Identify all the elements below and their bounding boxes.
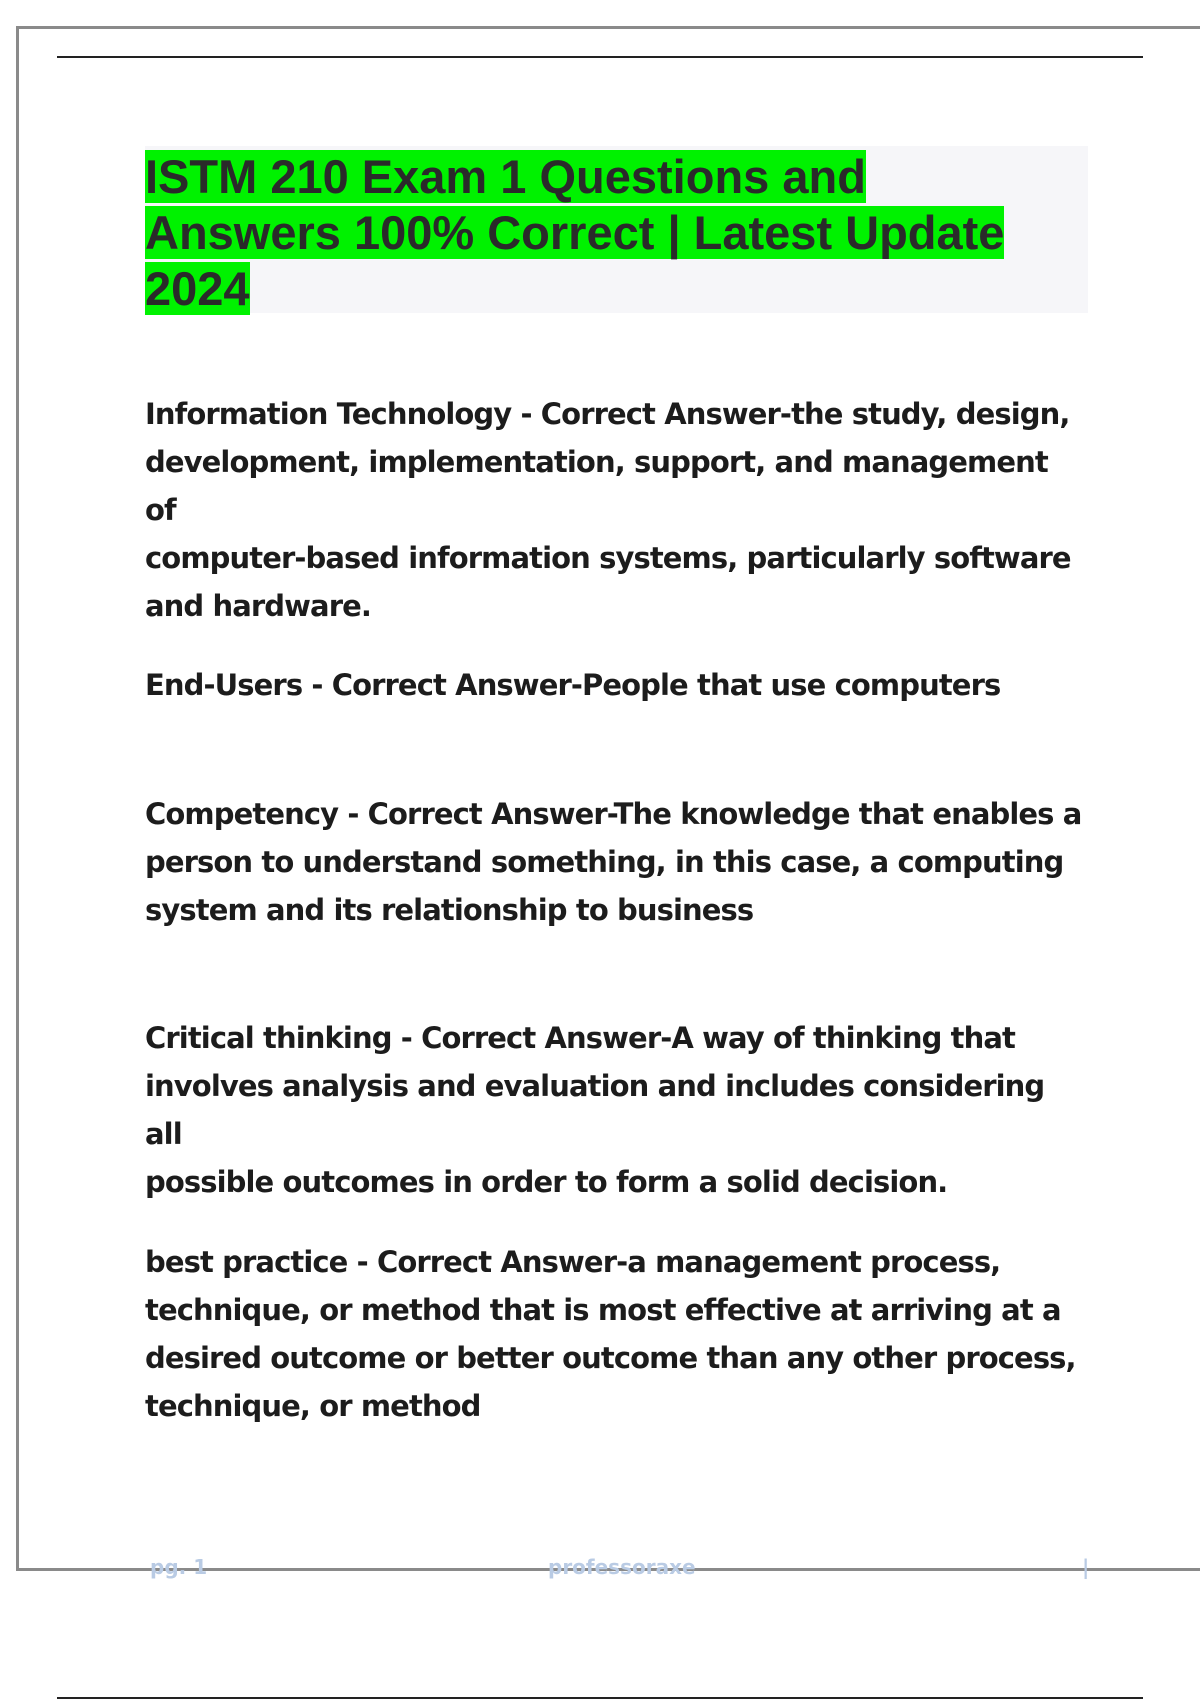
qa-line: possible outcomes in order to form a solid decision. [145, 1165, 948, 1199]
qa-item-best-practice [145, 1238, 1085, 1430]
qa-line: Critical thinking - Correct Answer-A way of thinking that [145, 1021, 1015, 1055]
qa-line: desired outcome or better outcome than any other process, [145, 1341, 1076, 1375]
document-title [145, 146, 1088, 317]
qa-line: technique, or method that is most effective at arriving at a [145, 1293, 1061, 1327]
footer-author: professoraxe [548, 1555, 696, 1579]
qa-line: system and its relationship to business [145, 893, 754, 927]
qa-line: involves analysis and evaluation and includes considering all [145, 1069, 1045, 1151]
qa-line: person to understand something, in this case, a computing [145, 845, 1064, 879]
qa-line: best practice - Correct Answer-a management process, [145, 1245, 1001, 1279]
qa-line: and hardware. [145, 589, 371, 623]
title-line-2: Answers 100% Correct | Latest Update [145, 206, 1005, 259]
header-rule [57, 56, 1143, 58]
title-line-3: 2024 [145, 262, 250, 315]
qa-line: Information Technology - Correct Answer-the study, design, [145, 397, 1070, 431]
qa-line: technique, or method [145, 1389, 481, 1423]
qa-item-competency [145, 790, 1085, 934]
title-block [145, 146, 1088, 313]
qa-item-critical-thinking [145, 1014, 1085, 1206]
footer-separator: | [1082, 1555, 1090, 1579]
bottom-rule [57, 1697, 1143, 1699]
qa-item-information-technology [145, 390, 1085, 630]
qa-line: Competency - Correct Answer-The knowledge that enables a [145, 797, 1082, 831]
page-footer [0, 1555, 1200, 1591]
title-line-1: ISTM 210 Exam 1 Questions and [145, 150, 866, 203]
qa-line: End-Users - Correct Answer-People that use computers [145, 668, 1001, 702]
qa-line: computer-based information systems, particularly software [145, 541, 1071, 575]
footer-page-number: pg. 1 [150, 1555, 208, 1579]
qa-line: development, implementation, support, and management of [145, 445, 1048, 527]
qa-item-end-users [145, 661, 1085, 709]
